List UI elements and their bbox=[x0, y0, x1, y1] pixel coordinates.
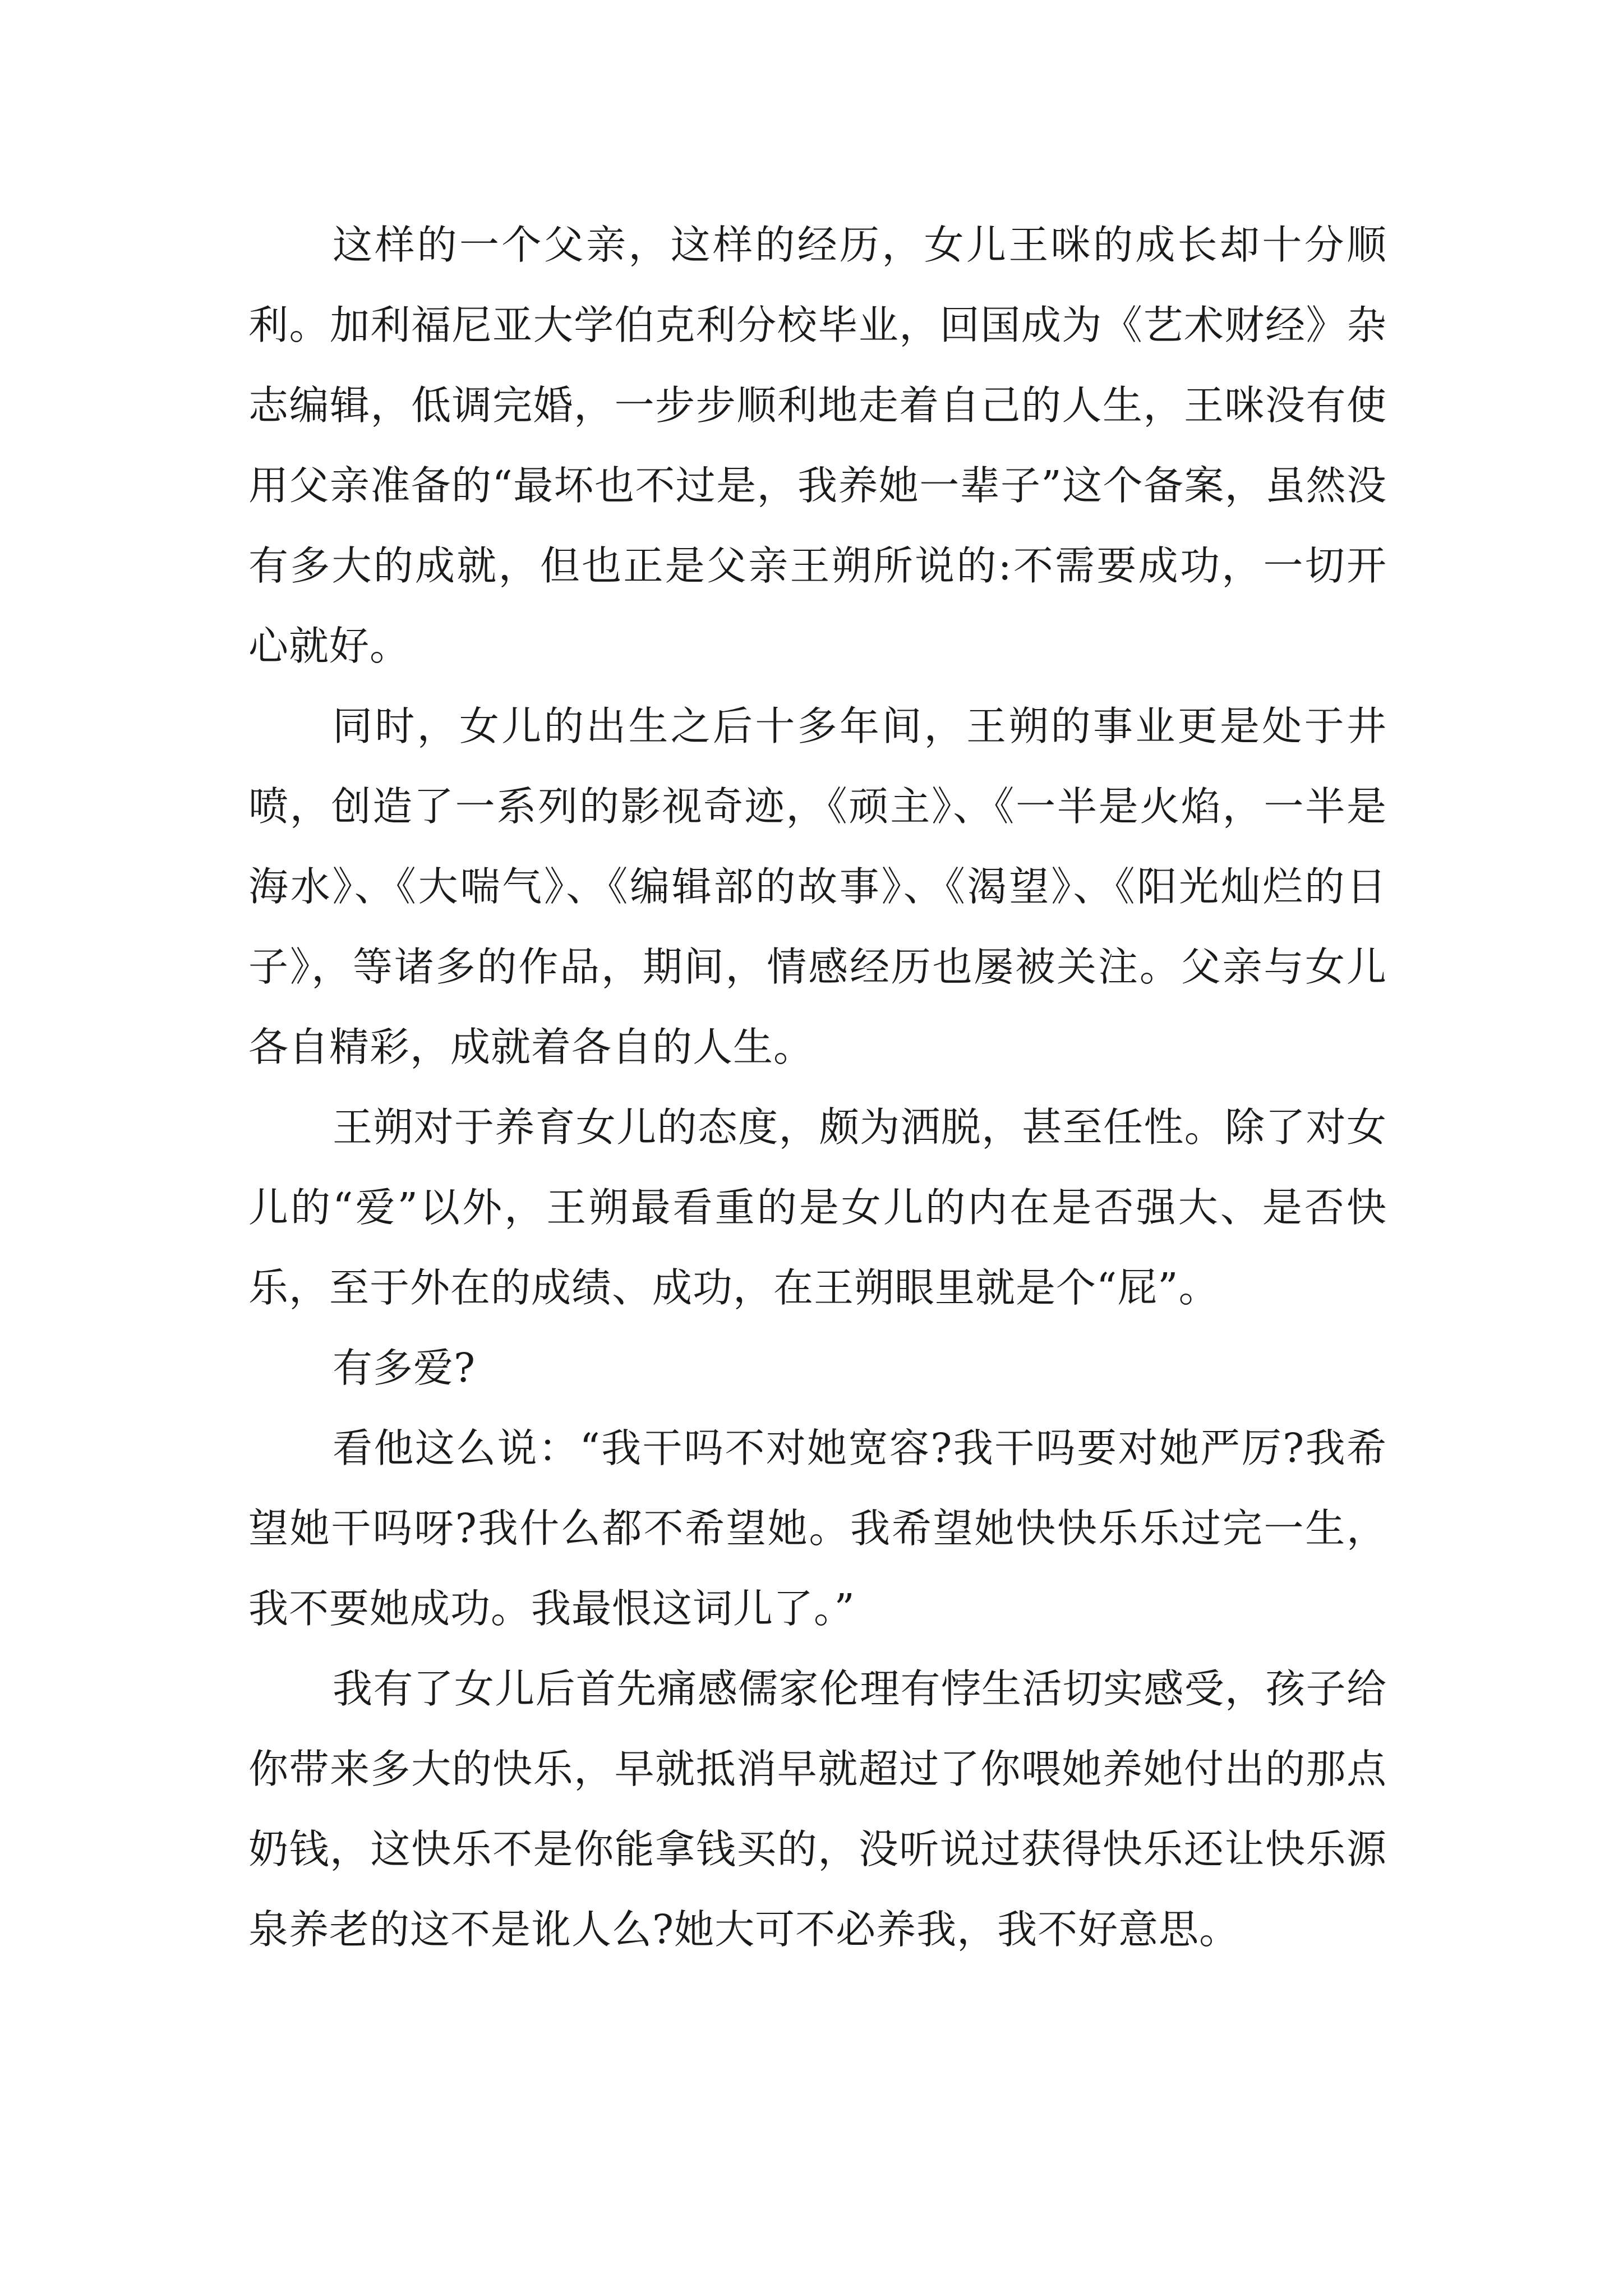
paragraph: 看他这么说：“我干吗不对她宽容?我干吗要对她严厉?我希望她干吗呀?我什么都不希望她。我希望她快快乐乐过完一生，我不要她成功。我最恨这词儿了。” bbox=[248, 1425, 1387, 1632]
document-body bbox=[248, 205, 1387, 1970]
paragraph: 我有了女儿后首先痛感儒家伦理有悖生活切实感受，孩子给你带来多大的快乐，早就抵消早就超过了你喂她养她付出的那点奶钱，这快乐不是你能拿钱买的，没听说过获得快乐还让快乐源泉养老的这不是讹人么?她大可不必养我，我不好意思。 bbox=[248, 1665, 1387, 1953]
paragraph: 王朔对于养育女儿的态度，颇为洒脱，甚至任性。除了对女儿的“爱”以外，王朔最看重的是女儿的内在是否强大、是否快乐，至于外在的成绩、成功，在王朔眼里就是个“屁”。 bbox=[248, 1104, 1387, 1311]
paragraph: 同时，女儿的出生之后十多年间，王朔的事业更是处于井喷，创造了一系列的影视奇迹，《顽主》、《一半是火焰，一半是海水》、《大喘气》、《编辑部的故事》、《渴望》、《阳光灿烂的日子》，等诸多的作品，期间，情感经历也屡被关注。父亲与女儿各自精彩，成就着各自的人生。 bbox=[248, 703, 1387, 1070]
paragraph: 有多爱? bbox=[333, 1345, 476, 1391]
paragraph: 这样的一个父亲，这样的经历，女儿王咪的成长却十分顺利。加利福尼亚大学伯克利分校毕业，回国成为《艺术财经》杂志编辑，低调完婚，一步步顺利地走着自己的人生，王咪没有使用父亲准备的“最坏也不过是，我养她一辈子”这个备案，虽然没有多大的成就，但也正是父亲王朔所说的:不需要成功，一切开心就好。 bbox=[248, 222, 1387, 669]
